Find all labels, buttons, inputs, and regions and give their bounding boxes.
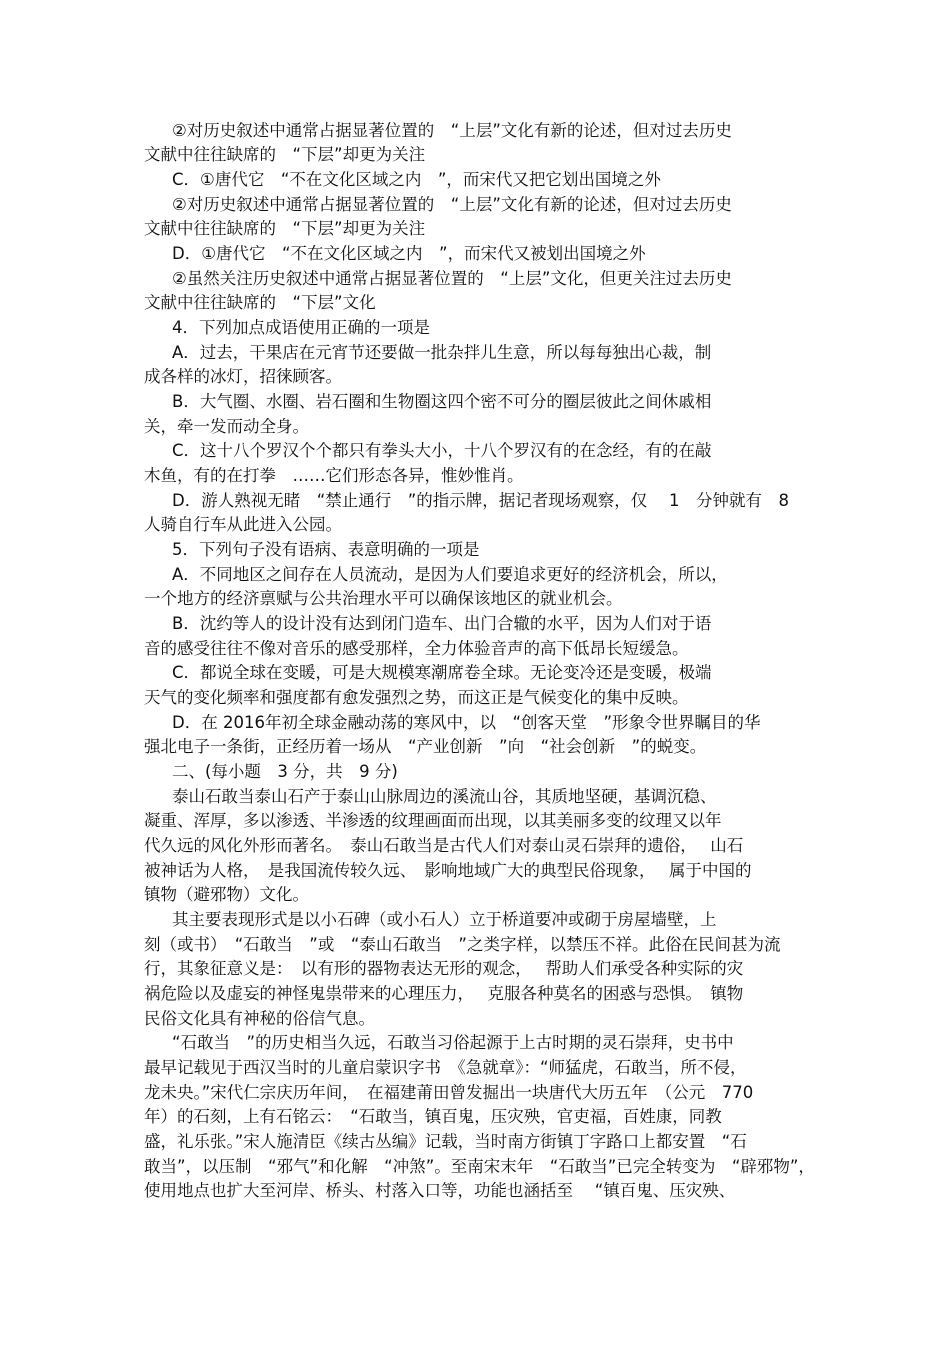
- text-line: ②虽然关注历史叙述中通常占据显著位置的 “上层”文化，但更关注过去历史: [172, 269, 732, 288]
- question-heading: 4．下列加点成语使用正确的一项是: [172, 318, 430, 337]
- text-line: 其主要表现形式是以小石碑（或小石人）立于桥道要冲或砌于房屋墙壁，上: [172, 910, 717, 929]
- text-line: 盛，礼乐张。”宋人施清臣《续古丛编》记载，当时南方街镇丁字路口上都安置 “石: [144, 1132, 747, 1151]
- text-line: 被神话为人格， 是我国流传较久远、 影响地域广大的典型民俗现象， 属于中国的: [144, 861, 752, 880]
- text-line: 年）的石刻，上有石铭云： “石敢当，镇百鬼，压灾殃，官吏福，百姓康，同教: [144, 1107, 722, 1126]
- text-line: 使用地点也扩大至河岸、桥头、村落入口等，功能也涵括至 “镇百鬼、压灾殃、: [144, 1181, 736, 1200]
- text-line: 龙未央。”宋代仁宗庆历年间， 在福建莆田曾发掘出一块唐代大历五年 （公元 770: [144, 1083, 754, 1102]
- text-line: A．过去，干果店在元宵节还要做一批杂拌儿生意，所以每每独出心裁，制: [172, 343, 712, 362]
- text-line: C．这十八个罗汉个个都只有拳头大小，十八个罗汉有的在念经，有的在敲: [172, 441, 712, 460]
- text-line: 强北电子一条街，正经历着一场从 “产业创新 ”向 “社会创新 ”的蜕变。: [144, 737, 707, 756]
- text-line: 人骑自行车从此进入公园。: [144, 515, 342, 534]
- text-line: 行，其象征意义是： 以有形的器物表达无形的观念， 帮助人们承受各种实际的灾: [144, 959, 744, 978]
- text-line: C．都说全球在变暖，可是大规模寒潮席卷全球。无论变冷还是变暖，极端: [172, 663, 712, 682]
- question-heading: 5．下列句子没有语病、表意明确的一项是: [172, 540, 480, 559]
- text-line: 成各样的冰灯，招徕顾客。: [144, 367, 342, 386]
- text-line: 祸危险以及虚妄的神怪鬼祟带来的心理压力， 克服各种莫名的困惑与恐惧。 镇物: [144, 984, 744, 1003]
- text-line: B．大气圈、水圈、岩石圈和生物圈这四个密不可分的圈层彼此之间休戚相: [172, 392, 712, 411]
- text-line: 文献中往往缺席的 “下层”文化: [144, 293, 376, 312]
- text-line: 木鱼，有的在打拳 ……它们形态各异，惟妙惟肖。: [144, 466, 524, 485]
- text-line: ②对历史叙述中通常占据显著位置的 “上层”文化有新的论述，但对过去历史: [172, 195, 732, 214]
- text-line: 刻（或书） “石敢当 ”或 “泰山石敢当 ”之类字样，以禁压不祥。此俗在民间甚为流: [144, 935, 781, 954]
- text-line: 泰山石敢当泰山石产于泰山山脉周边的溪流山谷，其质地坚硬，基调沉稳、: [172, 787, 717, 806]
- text-line: D．在 2016年初全球金融动荡的寒风中，以 “创客天堂 ”形象令世界瞩目的华: [172, 713, 761, 732]
- text-line: “石敢当 ”的历史相当久远，石敢当习俗起源于上古时期的灵石崇拜，史书中: [172, 1033, 734, 1052]
- text-line: 凝重、浑厚，多以渗透、半渗透的纹理画面而出现，以其美丽多变的纹理又以年: [144, 811, 722, 830]
- text-line: A．不同地区之间存在人员流动，是因为人们要追求更好的经济机会，所以，: [172, 565, 728, 584]
- text-line: B．沈约等人的设计没有达到闭门造车、出门合辙的水平，因为人们对于语: [172, 614, 712, 633]
- text-line: 代久远的风化外形而著名。 泰山石敢当是古代人们对泰山灵石崇拜的遗俗， 山石: [144, 836, 744, 855]
- text-line: 镇物（避邪物）文化。: [144, 885, 309, 904]
- text-line: 民俗文化具有神秘的俗信气息。: [144, 1009, 375, 1028]
- text-line: D．游人熟视无睹 “禁止通行 ”的指示牌，据记者现场观察，仅 1 分钟就有 8: [172, 491, 790, 510]
- text-line: D．①唐代它 “不在文化区域之内 ”，而宋代又被划出国境之外: [172, 244, 646, 263]
- text-line: ②对历史叙述中通常占据显著位置的 “上层”文化有新的论述，但对过去历史: [172, 121, 732, 140]
- text-line: C．①唐代它 “不在文化区域之内 ”，而宋代又把它划出国境之外: [172, 170, 661, 189]
- text-line: 关，牵一发而动全身。: [144, 417, 309, 436]
- text-line: 一个地方的经济禀赋与公共治理水平可以确保该地区的就业机会。: [144, 589, 623, 608]
- section-heading: 二、(每小题 3 分，共 9 分): [172, 762, 398, 781]
- text-line: 天气的变化频率和强度都有愈发强烈之势，而这正是气候变化的集中反映。: [144, 688, 689, 707]
- text-line: 文献中往往缺席的 “下层”却更为关注: [144, 145, 426, 164]
- text-line: 文献中往往缺席的 “下层”却更为关注: [144, 219, 426, 238]
- text-line: 最早记载见于西汉当时的儿童启蒙识字书 《急就章》：“师猛虎，石敢当，所不侵，: [144, 1058, 747, 1077]
- text-line: 敢当”，以压制 “邪气”和化解 “冲煞”。至南宋末年 “石敢当”已完全转变为 “辟邪物”，: [144, 1157, 815, 1176]
- text-line: 音的感受往往不像对音乐的感受那样，全力体验音声的高下低昂长短缓急。: [144, 639, 689, 658]
